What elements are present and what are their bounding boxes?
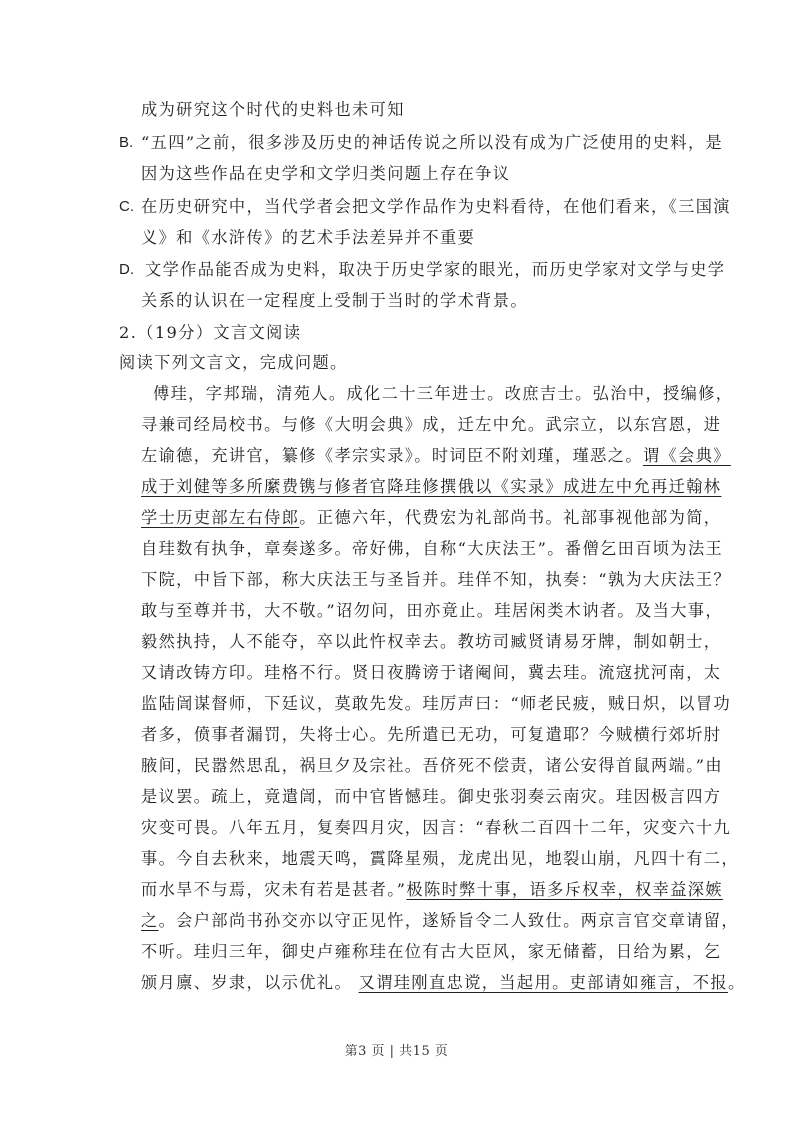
- passage-line: 腋间，民嚣然思乱，祸旦夕及宗社。吾侪死不偿责，诸公安得首鼠两端。”由: [141, 756, 723, 775]
- option-c-text-line2: 义》和《水浒传》的艺术手法差异并不重要: [141, 228, 476, 247]
- option-d-text-line1: 文学作品能否成为史料，取决于历史学家的眼光，而历史学家对文学与史学: [145, 260, 726, 279]
- passage-line: 事。今自去秋来，地震天鸣，霣降星殒，龙虎出见，地裂山崩，凡四十有二，: [141, 849, 739, 868]
- passage-text: 。正德六年，代费宏为礼部尚书。礼部事视他部为简，: [299, 508, 722, 527]
- passage-line: [141, 880, 723, 900]
- passage-line: [141, 446, 731, 466]
- a-option-continuation: 成为研究这个时代的史料也未可知: [141, 100, 405, 119]
- passage-line: 灾变可畏。八年五月，复奏四月灾，因言：“春秋二百四十二年，灾变六十九: [141, 818, 732, 837]
- passage-line: [141, 477, 721, 497]
- option-d-text-line2: 关系的认识在一定程度上受制于当时的学术背景。: [141, 291, 528, 310]
- passage-line: 是议罢。疏上，竟遣訚，而中官皆憾珪。御史张羽奏云南灾。珪因极言四方: [141, 787, 722, 806]
- underlined-sentence: 学士历吏部左右侍郎: [141, 508, 300, 527]
- passage-text: 而水旱不与焉，灾未有若是甚者。”: [141, 880, 407, 899]
- passage-line: 下院，中旨下部，称大庆法王与圣旨并。珪佯不知，执奏：“孰为大庆法王？: [141, 570, 732, 589]
- passage-line: 寻兼司经局校书。与修《大明会典》成，迁左中允。武宗立，以东宫恩，进: [141, 415, 722, 434]
- option-c-text-line1: 在历史研究中，当代学者会把文学作品作为史料看待，在他们看来，《三国演: [141, 197, 731, 216]
- option-d-marker: D.: [119, 261, 134, 278]
- underlined-sentence: 又谓珪刚直忠谠，当起用。吏部请如雍言，不报: [358, 973, 728, 992]
- passage-line: 敢与至尊并书，大不敬。”诏勿问，田亦竟止。珪居闲类木讷者。及当大事，: [141, 601, 723, 620]
- underlined-sentence: 谓《会典》: [642, 446, 731, 465]
- passage-line: 毅然执持，人不能夺，卒以此忤权幸去。教坊司臧贤请易牙牌，制如朝士，: [141, 632, 722, 651]
- option-b-marker: B.: [119, 134, 134, 151]
- option-b-text-line2: 因为这些作品在史学和文学归类问题上存在争议: [141, 164, 511, 183]
- underlined-sentence: 极陈时弊十事，语多斥权幸，权幸益深嫉: [406, 880, 723, 899]
- passage-text: 。: [727, 973, 746, 992]
- passage-line: 又请改铸方印。珪格不行。贤日夜腾谤于诸阉间，冀去珪。流寇扰河南，太: [141, 663, 722, 682]
- passage-line: 监陆訚谋督师，下廷议，莫敢先发。珪厉声曰：“师老民疲，贼日炽，以冒功: [141, 694, 732, 713]
- option-c-marker: C.: [119, 198, 134, 215]
- question-2-instruction: 阅读下列文言文，完成问题。: [119, 353, 348, 372]
- passage-line: 不听。珪归三年，御史卢雍称珪在位有古大臣风，家无储蓄，日给为累，乞: [141, 942, 722, 961]
- passage-line: 自珪数有执争，章奏遂多。帝好佛，自称“大庆法王”。番僧乞田百顷为法王: [141, 539, 724, 558]
- passage-text: 左谕德，充讲官，纂修《孝宗实录》。时词臣不附刘瑾，瑾恶之。: [141, 446, 643, 465]
- passage-line: 傅珪，字邦瑞，清苑人。成化二十三年进士。改庶吉士。弘治中，授编修，: [153, 384, 734, 403]
- passage-line: 者多，偾事者漏罚，失将士心。先所遣已无功，可复遣耶？今贼横行郊圻肘: [141, 725, 722, 744]
- question-2-heading: 2.（19分）文言文阅读: [119, 323, 302, 342]
- passage-line: [141, 973, 746, 993]
- passage-line: [141, 911, 739, 931]
- passage-line: [141, 508, 721, 528]
- passage-text: 颁月廪、岁隶，以示优礼。: [141, 973, 359, 992]
- passage-text: 。会户部尚书孙交亦以守正见忤，遂矫旨令二人致仕。两京言官交章请留，: [158, 911, 739, 930]
- underlined-sentence: 之: [141, 911, 159, 930]
- option-b-text-line1: “五四”之前，很多涉及历史的神话传说之所以没有成为广泛使用的史料，是: [141, 133, 724, 152]
- page-footer: 第3 页 | 共15 页: [344, 1044, 449, 1059]
- underlined-sentence: 成于刘健等多所縻费镌与修者官降珪修撰俄以《实录》成进左中允再迁翰林: [141, 477, 722, 496]
